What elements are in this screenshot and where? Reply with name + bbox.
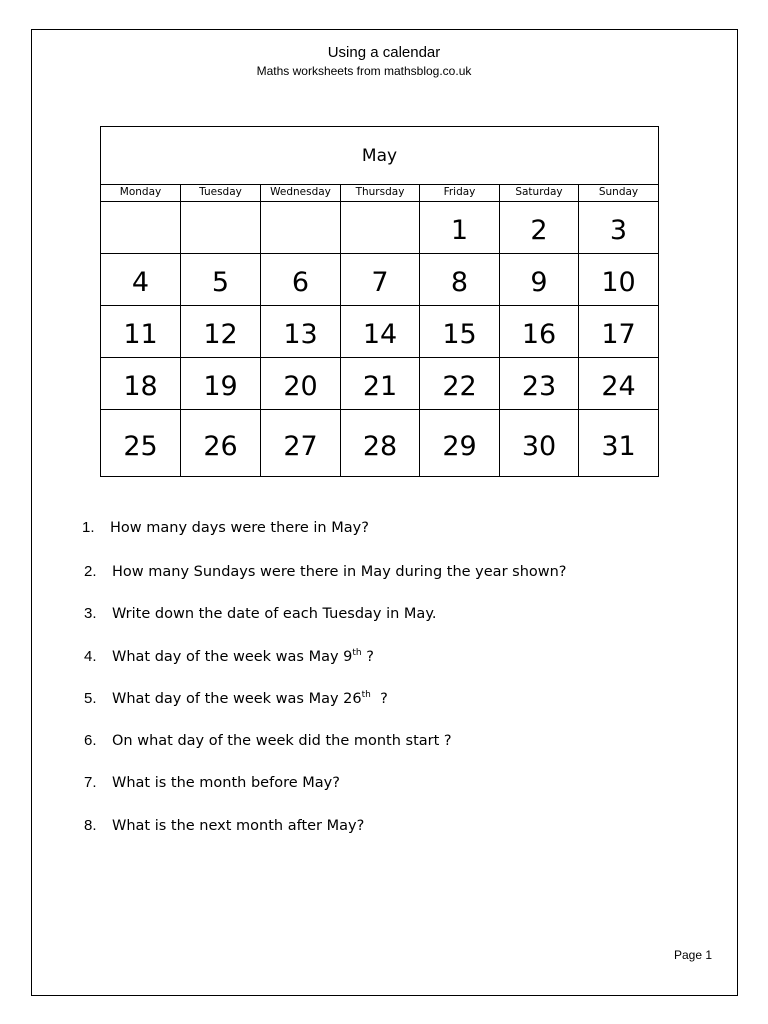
calendar-day-cell: 1	[420, 202, 500, 253]
calendar-day-cell: 15	[420, 306, 500, 357]
question-number: 4.	[84, 648, 97, 665]
question-text: How many days were there in May?	[110, 520, 369, 536]
question-item	[84, 817, 364, 834]
calendar-day-cell: 19	[181, 358, 261, 409]
question-number: 2.	[84, 563, 97, 580]
calendar-day-cell: 17	[601, 319, 636, 350]
calendar-day-cell: 27	[261, 410, 341, 476]
weekday-friday: Friday	[420, 185, 500, 201]
calendar-week-row	[101, 202, 658, 254]
calendar-week-row	[101, 254, 658, 306]
question-number: 1.	[82, 519, 95, 536]
calendar-week-row	[101, 358, 658, 410]
calendar-day-cell: 31	[601, 430, 636, 462]
question-number: 6.	[84, 732, 97, 749]
calendar-day-cell: 10	[601, 267, 636, 298]
worksheet-subtitle: Maths worksheets from mathsblog.co.uk	[256, 64, 472, 78]
weekday-sunday: Sunday	[598, 186, 639, 198]
question-number: 3.	[84, 605, 97, 622]
question-item	[82, 519, 369, 536]
question-text-end: ?	[361, 649, 374, 665]
calendar-month: May	[101, 127, 658, 185]
question-item	[84, 605, 436, 622]
calendar-day-cell: 18	[101, 358, 181, 409]
calendar-day-cell: 5	[181, 254, 261, 305]
calendar-day-cell: 3	[609, 215, 628, 246]
calendar-day-cell: 21	[341, 358, 420, 409]
calendar-day-cell: 12	[181, 306, 261, 357]
weekday-tuesday: Tuesday	[181, 185, 261, 201]
calendar-day-cell	[181, 202, 261, 253]
calendar-day-cell	[341, 202, 420, 253]
calendar-day-cell	[261, 202, 341, 253]
calendar-day-cell	[101, 202, 181, 253]
question-text: What is the month before May?	[112, 775, 340, 791]
calendar-day-cell: 4	[101, 254, 181, 305]
calendar-day-cell: 2	[500, 202, 579, 253]
calendar-day-cell: 11	[101, 306, 181, 357]
calendar-day-cell: 16	[500, 306, 579, 357]
question-text: How many Sundays were there in May during the year shown?	[112, 564, 567, 580]
calendar-day-cell: 26	[181, 410, 261, 476]
ordinal-suffix: th	[352, 648, 362, 658]
question-item	[84, 732, 452, 749]
calendar-week-row	[101, 410, 658, 476]
question-number: 8.	[84, 817, 97, 834]
weekday-wednesday: Wednesday	[261, 185, 341, 201]
question-text: What day of the week was May 26	[112, 691, 362, 707]
calendar-day-cell: 25	[101, 410, 181, 476]
weekday-thursday: Thursday	[341, 185, 420, 201]
calendar-day-cell: 23	[500, 358, 579, 409]
question-number: 7.	[84, 774, 97, 791]
calendar	[100, 126, 659, 477]
question-text: What day of the week was May 9	[112, 649, 353, 665]
weekday-saturday: Saturday	[500, 185, 579, 201]
question-text: What is the next month after May?	[112, 818, 365, 834]
page-number: Page 1	[674, 948, 713, 962]
calendar-day-cell: 8	[420, 254, 500, 305]
question-item	[84, 563, 567, 580]
question-number: 5.	[84, 690, 97, 707]
calendar-day-cell: 14	[341, 306, 420, 357]
calendar-day-cell: 28	[341, 410, 420, 476]
calendar-day-cell: 13	[261, 306, 341, 357]
calendar-week-row	[101, 306, 658, 358]
calendar-day-cell: 29	[420, 410, 500, 476]
calendar-day-cell: 9	[500, 254, 579, 305]
calendar-day-cell: 22	[420, 358, 500, 409]
calendar-day-cell: 24	[601, 371, 636, 402]
worksheet-title: Using a calendar	[327, 44, 441, 61]
weekday-monday: Monday	[101, 185, 181, 201]
weekday-header-row	[101, 185, 658, 202]
question-text: Write down the date of each Tuesday in May.	[112, 606, 437, 622]
question-text-end: ?	[370, 691, 388, 707]
ordinal-suffix: th	[361, 690, 371, 700]
calendar-day-cell: 30	[500, 410, 579, 476]
question-text: On what day of the week did the month start ?	[112, 733, 452, 749]
calendar-day-cell: 6	[261, 254, 341, 305]
question-item	[84, 690, 388, 707]
calendar-day-cell: 20	[261, 358, 341, 409]
calendar-grid	[101, 202, 658, 476]
calendar-day-cell: 7	[341, 254, 420, 305]
question-item	[84, 774, 340, 791]
question-item	[84, 648, 374, 665]
